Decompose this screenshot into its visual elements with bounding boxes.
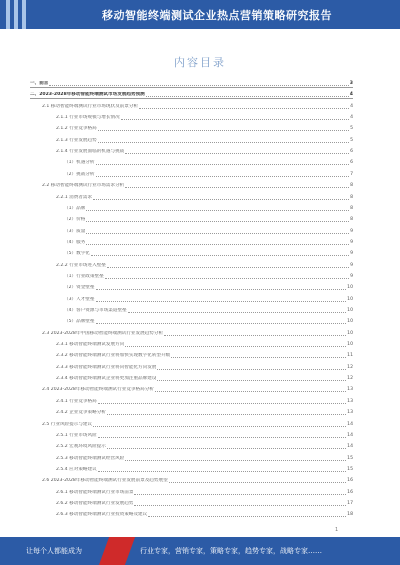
toc-dot-leader [134,494,346,495]
toc-entry-title: （4）客户资源与市场渠道壁垒 [64,308,127,313]
toc-entry-page: 10 [347,296,353,302]
toc-dot-leader [98,471,346,472]
toc-entry-title: 2.2.1 消费者需求 [56,194,93,200]
toc-entry-page: 10 [347,342,353,348]
toc-entry[interactable] [30,79,353,87]
toc-entry-title: （3）质量 [64,228,86,234]
toc-entry-title: 2.6.1 移动智能终端测试行业市场前景 [56,489,134,495]
toc-dot-leader [157,369,346,370]
header-stripe [22,0,26,29]
toc-entry-page: 16 [347,478,353,484]
toc-entry-page: 8 [350,194,353,200]
toc-dot-leader [134,505,346,506]
toc-entry-title: （1）品牌 [64,205,86,211]
toc-dot-leader [96,176,350,177]
page-number: 1 [335,527,339,533]
toc-entry[interactable] [30,420,353,428]
toc-entry[interactable] [30,329,353,337]
toc-entry-page: 15 [347,455,353,461]
toc-entry[interactable] [30,465,353,473]
toc-entry-page: 13 [347,410,353,416]
toc-entry-title: 2.6 2023-2028年移动智能终端测试行业发展前景及趋势展望 [42,478,168,484]
toc-entry-page: 16 [347,489,353,495]
toc-entry-title: 2.1.2 行业竞争格局 [56,126,97,132]
toc-entry[interactable] [30,113,353,121]
toc-entry-page: 13 [347,387,353,393]
toc-entry[interactable] [30,170,353,178]
toc-entry[interactable] [30,306,353,314]
toc-entry[interactable] [30,102,353,110]
toc-entry[interactable] [30,90,353,98]
toc-entry-page: 9 [350,251,353,257]
toc-entry-page: 4 [350,115,353,121]
toc-entry-page: 17 [347,500,353,506]
toc-entry-page: 15 [347,466,353,472]
footer-tagline: 行业专家，营销专家，策略专家，趋势专家，战略专家…… [140,547,322,555]
toc-entry-title: （2）挑战分析 [64,171,95,177]
toc-entry-title: （1）行业政策壁垒 [64,273,104,279]
toc-entry-title: 2.5.2 宏观环境风险提示 [56,444,106,450]
toc-entry-page: 8 [350,183,353,189]
toc-entry-title: 一、前言 [30,81,49,86]
toc-dot-leader [86,210,349,211]
toc-entry[interactable] [30,510,353,518]
toc-entry[interactable] [30,442,353,450]
toc-entry[interactable] [30,408,353,416]
toc-entry[interactable] [30,317,353,325]
toc-entry-page: 10 [347,308,353,313]
toc-entry-title: 2.5.3 移动智能终端测试经营风险 [56,455,125,461]
toc-dot-leader [86,244,349,245]
toc-entry[interactable] [30,147,353,155]
toc-entry[interactable] [30,249,353,257]
toc-dot-leader [107,448,346,449]
toc-entry-page: 10 [347,319,353,325]
toc-dot-leader [96,301,347,302]
toc-dot-leader [107,267,349,268]
toc-dot-leader [125,346,346,347]
toc-entry-title: 2.2 移动智能终端测试行业市场需求分析 [42,183,125,189]
toc-entry[interactable] [30,340,353,348]
page-footer [0,537,400,565]
toc-dot-leader [49,85,348,86]
toc-dot-leader [171,357,346,358]
toc-dot-leader [139,108,349,109]
toc-entry-page: 5 [350,126,353,132]
toc-dot-leader [121,119,349,120]
toc-entry[interactable] [30,136,353,144]
toc-dot-leader [125,187,349,188]
toc-entry-page: 18 [347,512,353,518]
toc-entry[interactable] [30,158,353,166]
toc-dot-leader [96,164,350,165]
toc-entry-page: 14 [347,421,353,427]
toc-dot-leader [157,380,346,381]
toc-entry[interactable] [30,454,353,462]
toc-entry[interactable] [30,193,353,201]
toc-entry[interactable] [30,499,353,507]
toc-dot-leader [107,414,346,415]
toc-entry[interactable] [30,385,353,393]
toc-entry-page: 6 [350,149,353,155]
toc-dot-leader [96,289,347,290]
toc-entry-title: 2.1.1 行业市场规模与增长情况 [56,115,120,121]
toc-entry-page: 5 [350,137,353,143]
toc-entry[interactable] [30,295,353,303]
toc-entry-title: （4）服务 [64,239,86,245]
toc-dot-leader [86,221,349,222]
toc-entry[interactable] [30,204,353,212]
toc-entry-title: 2.1 移动智能终端测试行业市场现状及前景分析 [42,103,139,109]
table-of-contents [30,79,353,534]
toc-entry-title: 2.1.4 行业发展面临的机遇与挑战 [56,149,125,155]
toc-heading: 内容目录 [174,56,226,69]
toc-entry-page: 7 [350,171,353,177]
toc-entry-title: 2.3.4 移动智能终端测试企业将更加注重品牌建设 [56,376,157,382]
toc-entry[interactable] [30,476,353,484]
toc-entry-page: 10 [347,330,353,336]
toc-entry-title: 2.5.4 应对策略建议 [56,466,97,472]
toc-entry-title: （5）数字化 [64,251,90,257]
toc-entry-page: 12 [347,364,353,370]
toc-entry-title: 2.5.1 行业市场风险 [56,432,97,438]
toc-entry-page: 6 [350,160,353,166]
toc-entry-title: 2.4.1 行业竞争格局 [56,398,97,404]
toc-dot-leader [125,153,349,154]
toc-dot-leader [98,403,346,404]
toc-entry[interactable] [30,374,353,382]
toc-entry[interactable] [30,272,353,280]
toc-entry-title: 2.3.3 移动智能终端测试行业将向智能化方向发展 [56,364,157,370]
toc-dot-leader [148,516,346,517]
toc-entry-title: 2.6.3 移动智能终端测试行业投资策略及建议 [56,512,148,518]
toc-dot-leader [93,426,346,427]
toc-entry[interactable] [30,488,353,496]
toc-dot-leader [98,130,349,131]
toc-entry-page: 8 [350,217,353,223]
toc-entry[interactable] [30,363,353,371]
toc-entry-page: 9 [350,262,353,268]
toc-entry[interactable] [30,397,353,405]
toc-entry[interactable] [30,351,353,359]
toc-dot-leader [98,142,349,143]
toc-entry-page: 4 [349,92,353,98]
toc-entry[interactable] [30,181,353,189]
toc-entry-title: 二、2023-2028年移动智能终端测试市场发展趋势预测 [30,92,145,98]
toc-entry-title: 2.6.2 移动智能终端测试行业发展趋势 [56,500,134,506]
toc-entry-page: 4 [350,103,353,109]
toc-entry-title: 2.3.2 移动智能终端测试行业将加快实现数字化转型升级 [56,353,171,359]
footer-slogan: 让每个人都能成为 [26,547,82,555]
toc-entry-title: （1）机遇分析 [64,160,95,166]
toc-entry[interactable] [30,215,353,223]
toc-dot-leader [96,323,347,324]
toc-entry[interactable] [30,431,353,439]
toc-entry-title: 2.5 行业风险提示与建议 [42,421,93,427]
toc-entry-page: 14 [347,444,353,450]
toc-entry-page: 13 [347,398,353,404]
toc-entry-page: 9 [350,239,353,245]
toc-entry-page: 12 [347,376,353,382]
toc-dot-leader [86,233,349,234]
toc-entry-title: 2.4.2 企业竞争策略分析 [56,410,106,416]
toc-dot-leader [105,278,349,279]
toc-dot-leader [98,437,346,438]
toc-entry[interactable] [30,238,353,246]
toc-entry-title: 2.1.3 行业发展趋势 [56,137,97,143]
toc-dot-leader [91,255,349,256]
toc-dot-leader [146,96,349,97]
toc-entry-page: 3 [349,81,353,86]
toc-dot-leader [128,312,346,313]
toc-entry-title: （2）价格 [64,217,86,223]
toc-entry[interactable] [30,227,353,235]
toc-entry-page: 9 [350,228,353,234]
toc-dot-leader [164,335,346,336]
toc-entry[interactable] [30,124,353,132]
toc-entry-page: 9 [350,273,353,279]
toc-dot-leader [155,391,346,392]
footer-accent-shape [99,537,135,565]
toc-entry[interactable] [30,261,353,269]
toc-dot-leader [169,482,346,483]
toc-entry[interactable] [30,283,353,291]
header-stripe [14,0,18,29]
toc-entry-page: 11 [347,353,353,359]
page-header [0,0,400,29]
header-stripe [6,0,10,29]
toc-dot-leader [125,460,346,461]
toc-entry-page: 14 [347,432,353,438]
toc-entry-title: （3）人才壁垒 [64,296,95,302]
toc-entry-title: 2.3 2023-2028年中国移动智能终端测试行业发展趋势分析 [42,330,164,336]
toc-entry-title: 2.2.2 行业市场进入壁垒 [56,262,106,268]
toc-entry-title: 2.3.1 移动智能终端测试发展方向 [56,342,125,348]
toc-entry-title: （5）品牌壁垒 [64,319,95,325]
toc-entry-page: 8 [350,205,353,211]
toc-entry-title: 2.4 2023-2028年移动智能终端测试行业竞争格局分析 [42,387,154,393]
toc-entry-title: （2）资金壁垒 [64,285,95,291]
report-title: 移动智能终端测试企业热点营销策略研究报告 [102,9,332,22]
toc-dot-leader [93,199,349,200]
toc-entry-page: 10 [347,285,353,291]
